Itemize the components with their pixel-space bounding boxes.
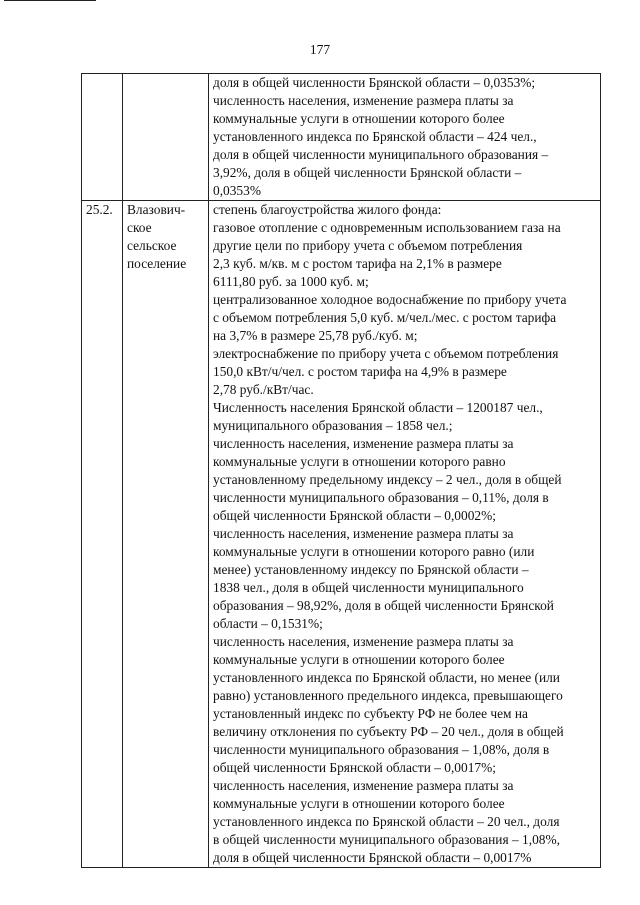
cell-text-line: установленный индекс по субъекту РФ не более чем на — [213, 706, 528, 721]
cell-text-line: другие цели по прибору учета с объемом потребления — [213, 238, 523, 253]
municipality-name-cell — [123, 74, 209, 201]
cell-text-line: коммунальные услуги в отношении которого более — [213, 111, 505, 126]
cell-text-line: 3,92%, доля в общей численности Брянской области – — [213, 165, 522, 180]
page-number: 177 — [309, 42, 331, 57]
cell-text-line: доля в общей численности Брянской области – 0,0353%; — [213, 75, 536, 90]
cell-text-line: 0,0353% — [213, 183, 261, 198]
cell-text-line: в общей численности муниципального образования – 1,08%, — [213, 832, 560, 847]
cell-text-line: 2,78 руб./кВт/час. — [213, 382, 314, 397]
row-number-cell — [82, 74, 123, 201]
cell-text-line: общей численности Брянской области – 0,0017%; — [213, 760, 496, 775]
table-body — [82, 74, 601, 868]
cell-text-line: 2,3 куб. м/кв. м с ростом тарифа на 2,1% в размере — [213, 256, 502, 271]
cell-text-line: коммунальные услуги в отношении которого более — [213, 652, 505, 667]
cell-text-line: величину отклонения по субъекту РФ – 20 чел., доля в общей — [213, 724, 564, 739]
cell-text-line: электроснабжение по прибору учета с объемом потребления — [213, 346, 559, 361]
cell-text-line: с объемом потребления 5,0 куб. м/чел./мес. с ростом тарифа — [213, 310, 557, 325]
cell-text-line: сельское — [127, 238, 177, 253]
cell-text-line: общей численности Брянской области – 0,0002%; — [213, 508, 496, 523]
cell-text-line: централизованное холодное водоснабжение по прибору учета — [213, 292, 567, 307]
cell-text-line: численности муниципального образования – 1,08%, доля в — [213, 742, 550, 757]
description-cell — [209, 201, 601, 868]
cell-text-line: численность населения, изменение размера платы за — [213, 436, 514, 451]
cell-text-line: установленному предельному индексу – 2 чел., доля в общей — [213, 472, 562, 487]
cell-text-line: численность населения, изменение размера платы за — [213, 526, 514, 541]
table-row-25-2 — [82, 201, 601, 868]
cell-text-line: доля в общей численности муниципального образования – — [213, 147, 549, 162]
cell-text-line: установленного индекса по Брянской области – 20 чел., доля — [213, 814, 560, 829]
cell-text-line: ское — [127, 220, 152, 235]
cell-text-line: коммунальные услуги в отношении которого равно — [213, 454, 506, 469]
cell-text-line: равно) установленного предельного индекса, превышающего — [213, 688, 563, 703]
municipality-name-cell — [123, 201, 209, 868]
cell-text-line: образования – 98,92%, доля в общей численности Брянской — [213, 598, 554, 613]
cell-text-line: 1838 чел., доля в общей численности муниципального — [213, 580, 524, 595]
cell-text-line: установленного индекса по Брянской области, но менее (или — [213, 670, 560, 685]
table-row-continuation — [82, 74, 601, 201]
cell-text-line: Численность населения Брянской области – 1200187 чел., — [213, 400, 543, 415]
cell-text-line: области – 0,1531%; — [213, 616, 323, 631]
cell-text-line: коммунальные услуги в отношении которого более — [213, 796, 505, 811]
cell-text-line: коммунальные услуги в отношении которого равно (или — [213, 544, 535, 559]
cell-text-line: 6111,80 руб. за 1000 куб. м; — [213, 274, 369, 289]
row-number: 25.2. — [86, 202, 113, 217]
cell-text-line: на 3,7% в размере 25,78 руб./куб. м; — [213, 328, 418, 343]
cell-text-line: Влазович- — [127, 202, 186, 217]
data-table — [81, 73, 601, 868]
cell-text-line: численность населения, изменение размера платы за — [213, 93, 514, 108]
cell-text-line: численности муниципального образования – 0,11%, доля в — [213, 490, 549, 505]
cell-text-line: поселение — [127, 256, 187, 271]
cell-text-line: численность населения, изменение размера платы за — [213, 634, 514, 649]
cell-text-line: доля в общей численности Брянской области – 0,0017% — [213, 850, 532, 865]
cell-text-line: установленного индекса по Брянской области – 424 чел., — [213, 129, 537, 144]
cell-text-line: газовое отопление с одновременным использованием газа на — [213, 220, 561, 235]
cell-text-line: степень благоустройства жилого фонда: — [213, 202, 442, 217]
cell-text-line: менее) установленному индексу по Брянской области – — [213, 562, 529, 577]
cell-text-line: муниципального образования – 1858 чел.; — [213, 418, 453, 433]
row-number-cell — [82, 201, 123, 868]
cell-text-line: 150,0 кВт/ч/чел. с ростом тарифа на 4,9% в размере — [213, 364, 507, 379]
cell-text-line: численность населения, изменение размера платы за — [213, 778, 514, 793]
top-rule — [4, 0, 96, 1]
description-cell — [209, 74, 601, 201]
